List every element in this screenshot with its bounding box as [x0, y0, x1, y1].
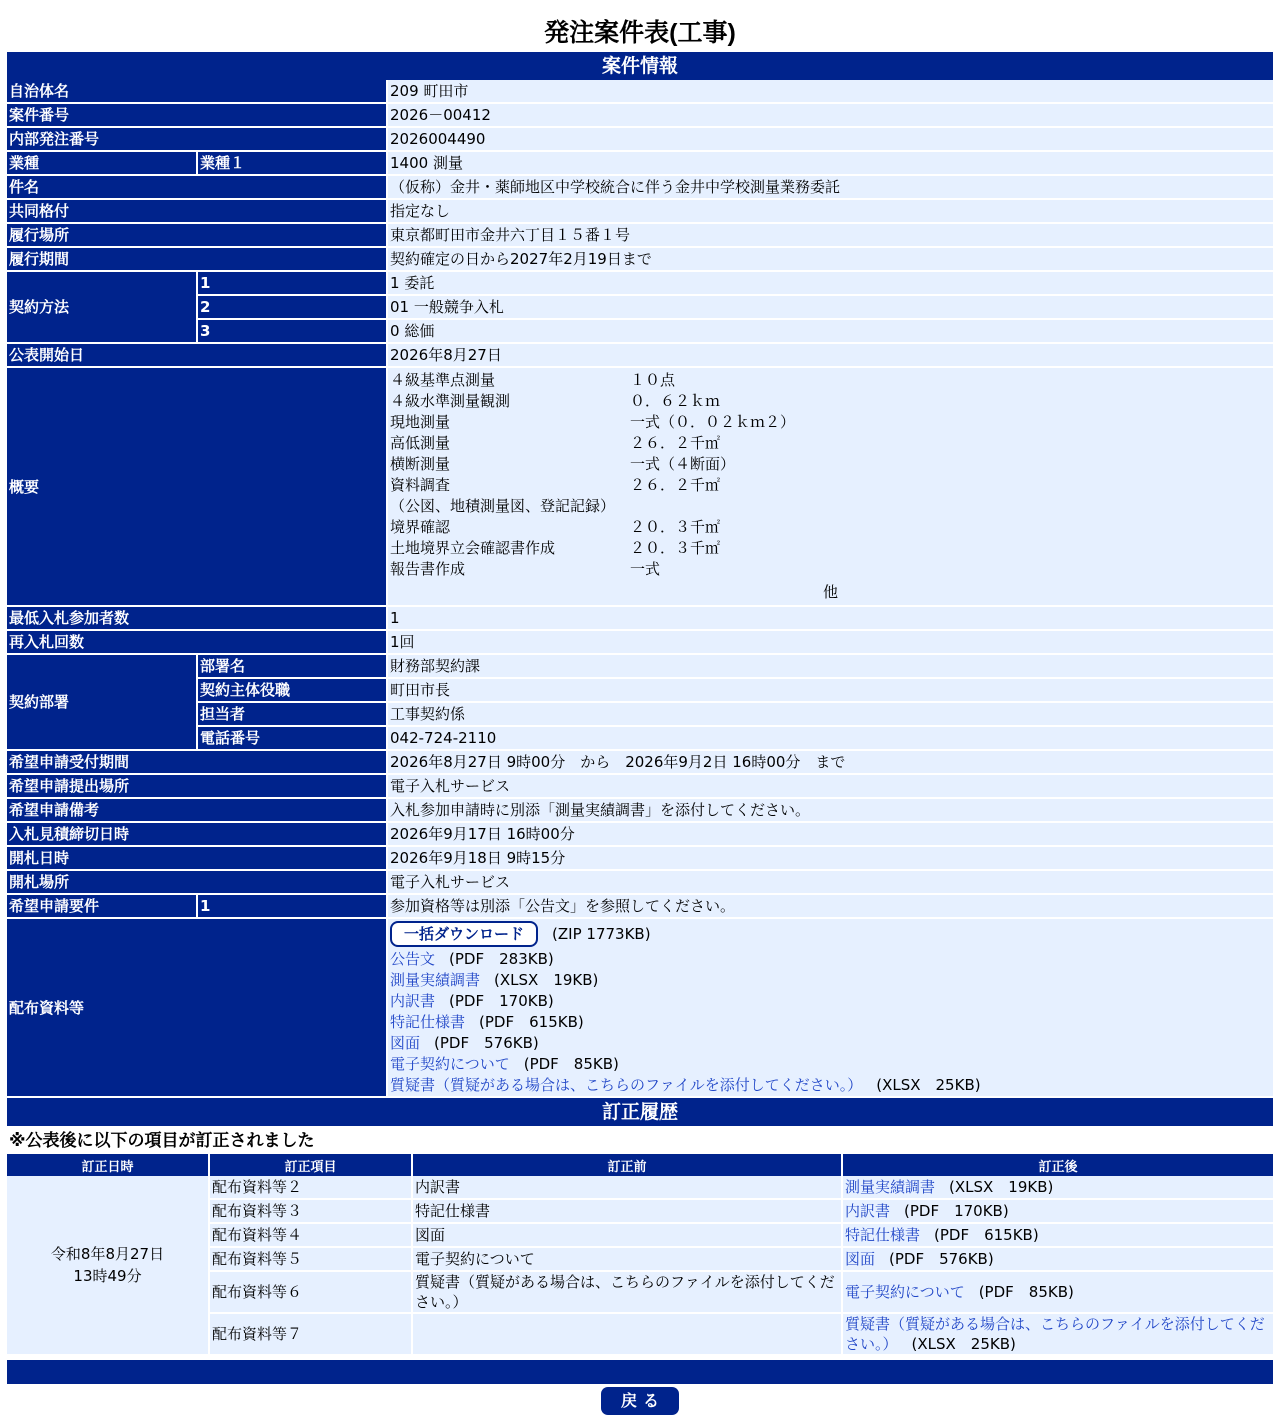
sublabel-dept-name: 部署名	[197, 654, 387, 678]
history-after	[842, 1199, 1273, 1223]
doc-item	[390, 991, 1271, 1012]
section-history: 訂正履歴	[7, 1098, 1273, 1126]
history-date-line: 令和8年8月27日	[50, 1245, 165, 1263]
sublabel-dept-official: 契約主体役職	[197, 678, 387, 702]
summary-qty: ２６．２千㎡	[630, 434, 721, 452]
page	[7, 0, 1273, 1421]
history-item: 配布資料等２	[209, 1176, 412, 1199]
doc-meta: (XLSX 19KB)	[494, 971, 599, 989]
bulk-download-line	[390, 919, 1271, 949]
footer-band	[7, 1360, 1273, 1384]
label-contract-method: 契約方法	[7, 271, 197, 343]
history-before: 図面	[412, 1223, 842, 1247]
sublabel-industry: 業種１	[197, 151, 387, 175]
value-summary	[387, 367, 1273, 606]
history-after-link[interactable]: 測量実績調書	[845, 1178, 936, 1196]
row-deadline	[7, 822, 1273, 846]
history-date	[7, 1176, 209, 1355]
history-item: 配布資料等７	[209, 1313, 412, 1355]
page-title: 発注案件表(工事)	[544, 19, 736, 47]
label-rebid: 再入札回数	[7, 630, 387, 654]
value-dept-name: 財務部契約課	[387, 654, 1273, 678]
row-requirement	[7, 894, 1273, 918]
doc-item	[390, 970, 1271, 991]
label-municipality: 自治体名	[7, 80, 387, 103]
bulk-download-meta: (ZIP 1773KB)	[552, 925, 651, 943]
sublabel-dept-phone: 電話番号	[197, 726, 387, 750]
value-rebid: 1回	[387, 630, 1273, 654]
label-industry: 業種	[7, 151, 197, 175]
row-period	[7, 247, 1273, 271]
label-dept: 契約部署	[7, 654, 197, 750]
sublabel-requirement: 1	[197, 894, 387, 918]
history-after-link[interactable]: 内訳書	[845, 1202, 891, 1220]
row-summary	[7, 367, 1273, 606]
history-after-meta: (PDF 576KB)	[889, 1250, 994, 1268]
history-header: 訂正日時	[7, 1154, 209, 1176]
summary-item: 高低測量	[390, 434, 451, 452]
value-min-bidders: 1	[387, 606, 1273, 630]
history-after-meta: (XLSX 25KB)	[911, 1335, 1016, 1353]
history-before: 内訳書	[412, 1176, 842, 1199]
history-before: 質疑書（質疑がある場合は、こちらのファイルを添付してください。）	[412, 1271, 842, 1313]
value-docs	[387, 918, 1273, 1097]
summary-qty: ０．６２ｋｍ	[630, 392, 721, 410]
history-after	[842, 1223, 1273, 1247]
row-min-bidders	[7, 606, 1273, 630]
row-name	[7, 175, 1273, 199]
history-before: 特記仕様書	[412, 1199, 842, 1223]
row-dept-4	[7, 726, 1273, 750]
doc-meta: (XLSX 25KB)	[876, 1076, 981, 1094]
sublabel-contract-method: 1	[197, 271, 387, 295]
value-internal-no: 2026004490	[387, 127, 1273, 151]
summary-qty: ２６．２千㎡	[630, 476, 721, 494]
sublabel-contract-method: 2	[197, 295, 387, 319]
summary-item: 現地測量	[390, 413, 451, 431]
row-case-no	[7, 103, 1273, 127]
value-dept-phone: 042-724-2110	[387, 726, 1273, 750]
label-opening-date: 開札日時	[7, 846, 387, 870]
label-docs: 配布資料等	[7, 918, 387, 1097]
label-pub-date: 公表開始日	[7, 343, 387, 367]
label-case-no: 案件番号	[7, 103, 387, 127]
history-after	[842, 1247, 1273, 1271]
doc-link[interactable]: 測量実績調書	[390, 971, 481, 989]
summary-item: 境界確認	[390, 518, 451, 536]
doc-meta: (PDF 615KB)	[479, 1013, 584, 1031]
history-header: 訂正前	[412, 1154, 842, 1176]
row-apply-note	[7, 798, 1273, 822]
summary-item: ４級基準点測量	[390, 371, 496, 389]
history-notice: ※公表後に以下の項目が訂正されました	[9, 1131, 315, 1151]
history-time-line: 13時49分	[73, 1267, 142, 1285]
doc-item	[390, 949, 1271, 970]
summary-qty: 一式	[630, 560, 661, 578]
value-industry: 1400 測量	[387, 151, 1273, 175]
history-after-link[interactable]: 特記仕様書	[845, 1226, 921, 1244]
label-deadline: 入札見積締切日時	[7, 822, 387, 846]
row-opening-date	[7, 846, 1273, 870]
history-after-link[interactable]: 図面	[845, 1250, 876, 1268]
summary-qty	[630, 496, 1271, 517]
history-item: 配布資料等３	[209, 1199, 412, 1223]
summary-qty: 一式（４断面）	[630, 455, 736, 473]
sublabel-dept-person: 担当者	[197, 702, 387, 726]
summary-item: 資料調査	[390, 476, 451, 494]
history-row	[7, 1176, 1273, 1199]
label-requirement: 希望申請要件	[7, 894, 197, 918]
value-dept-official: 町田市長	[387, 678, 1273, 702]
doc-item	[390, 1033, 1271, 1054]
history-item: 配布資料等５	[209, 1247, 412, 1271]
doc-meta: (PDF 576KB)	[434, 1034, 539, 1052]
section-case-info: 案件情報	[7, 52, 1273, 80]
row-municipality	[7, 80, 1273, 103]
summary-item: （公図、地積測量図、登記記録）	[390, 497, 616, 515]
row-contract-method-3	[7, 319, 1273, 343]
row-industry	[7, 151, 1273, 175]
summary-qty: ２０．３千㎡	[630, 539, 721, 557]
summary-qty: 一式（０．０２ｋｍ２）	[630, 413, 796, 431]
history-after-meta: (XLSX 19KB)	[949, 1178, 1054, 1196]
label-apply-note: 希望申請備考	[7, 798, 387, 822]
history-after-meta: (PDF 85KB)	[978, 1283, 1074, 1301]
value-apply-period: 2026年8月27日 9時00分 から 2026年9月2日 16時00分 まで	[387, 750, 1273, 774]
value-place: 東京都町田市金井六丁目１５番１号	[387, 223, 1273, 247]
history-header-row	[7, 1154, 1273, 1176]
row-rebid	[7, 630, 1273, 654]
label-name: 件名	[7, 175, 387, 199]
label-apply-place: 希望申請提出場所	[7, 774, 387, 798]
summary-item: 土地境界立会確認書作成	[390, 539, 556, 557]
value-apply-place: 電子入札サービス	[387, 774, 1273, 798]
value-period: 契約確定の日から2027年2月19日まで	[387, 247, 1273, 271]
summary-item: 報告書作成	[390, 560, 466, 578]
history-before	[412, 1313, 842, 1355]
doc-link[interactable]: 図面	[390, 1034, 421, 1052]
doc-link[interactable]: 公告文	[390, 950, 436, 968]
row-docs	[7, 918, 1273, 1097]
summary-item: 横断測量	[390, 455, 451, 473]
label-internal-no: 内部発注番号	[7, 127, 387, 151]
history-after	[842, 1176, 1273, 1199]
label-opening-place: 開札場所	[7, 870, 387, 894]
row-dept-2	[7, 678, 1273, 702]
value-municipality: 209 町田市	[387, 80, 1273, 103]
history-after	[842, 1313, 1273, 1355]
value-opening-date: 2026年9月18日 9時15分	[387, 846, 1273, 870]
summary-footer: 他	[823, 583, 839, 601]
doc-item	[390, 1012, 1271, 1033]
case-info-table	[7, 80, 1273, 1098]
history-item: 配布資料等６	[209, 1271, 412, 1313]
value-contract-method: 01 一般競争入札	[387, 295, 1273, 319]
history-after	[842, 1271, 1273, 1313]
value-contract-method: 0 総価	[387, 319, 1273, 343]
row-apply-period	[7, 750, 1273, 774]
value-deadline: 2026年9月17日 16時00分	[387, 822, 1273, 846]
doc-meta: (PDF 170KB)	[449, 992, 554, 1010]
row-dept-3	[7, 702, 1273, 726]
row-internal-no	[7, 127, 1273, 151]
sublabel-contract-method: 3	[197, 319, 387, 343]
value-requirement: 参加資格等は別添「公告文」を参照してください。	[387, 894, 1273, 918]
history-table	[7, 1154, 1273, 1356]
row-place	[7, 223, 1273, 247]
label-summary: 概要	[7, 367, 387, 606]
back-area	[7, 1384, 1273, 1421]
history-after-meta: (PDF 615KB)	[934, 1226, 1039, 1244]
history-item: 配布資料等４	[209, 1223, 412, 1247]
value-opening-place: 電子入札サービス	[387, 870, 1273, 894]
history-header: 訂正項目	[209, 1154, 412, 1176]
history-after-link[interactable]: 電子契約について	[845, 1283, 965, 1301]
label-min-bidders: 最低入札参加者数	[7, 606, 387, 630]
bulk-download-button[interactable]: 一括ダウンロード	[390, 921, 538, 947]
back-button[interactable]: 戻る	[601, 1387, 679, 1415]
summary-qty: １０点	[630, 371, 676, 389]
label-apply-period: 希望申請受付期間	[7, 750, 387, 774]
doc-link[interactable]: 特記仕様書	[390, 1013, 466, 1031]
label-place: 履行場所	[7, 223, 387, 247]
doc-item	[390, 1075, 1271, 1096]
summary-item: ４級水準測量観測	[390, 392, 511, 410]
label-joint: 共同格付	[7, 199, 387, 223]
row-joint	[7, 199, 1273, 223]
summary-qty: ２０．３千㎡	[630, 518, 721, 536]
value-case-no: 2026－00412	[387, 103, 1273, 127]
value-joint: 指定なし	[387, 199, 1273, 223]
value-dept-person: 工事契約係	[387, 702, 1273, 726]
doc-link[interactable]: 電子契約について	[390, 1055, 510, 1073]
row-contract-method-1	[7, 271, 1273, 295]
row-contract-method-2	[7, 295, 1273, 319]
row-apply-place	[7, 774, 1273, 798]
row-opening-place	[7, 870, 1273, 894]
row-pub-date	[7, 343, 1273, 367]
value-apply-note: 入札参加申請時に別添「測量実績調書」を添付してください。	[387, 798, 1273, 822]
label-period: 履行期間	[7, 247, 387, 271]
doc-meta: (PDF 85KB)	[523, 1055, 619, 1073]
summary-list	[390, 368, 1271, 582]
doc-link[interactable]: 内訳書	[390, 992, 436, 1010]
doc-item	[390, 1054, 1271, 1075]
value-name: （仮称）金井・薬師地区中学校統合に伴う金井中学校測量業務委託	[387, 175, 1273, 199]
history-after-link[interactable]: 質疑書（質疑がある場合は、こちらのファイルを添付してください。）	[845, 1315, 1265, 1353]
doc-link[interactable]: 質疑書（質疑がある場合は、こちらのファイルを添付してください。）	[390, 1076, 863, 1094]
history-header: 訂正後	[842, 1154, 1273, 1176]
value-contract-method: 1 委託	[387, 271, 1273, 295]
doc-meta: (PDF 283KB)	[449, 950, 554, 968]
history-before: 電子契約について	[412, 1247, 842, 1271]
row-dept-1	[7, 654, 1273, 678]
history-after-meta: (PDF 170KB)	[904, 1202, 1009, 1220]
value-pub-date: 2026年8月27日	[387, 343, 1273, 367]
